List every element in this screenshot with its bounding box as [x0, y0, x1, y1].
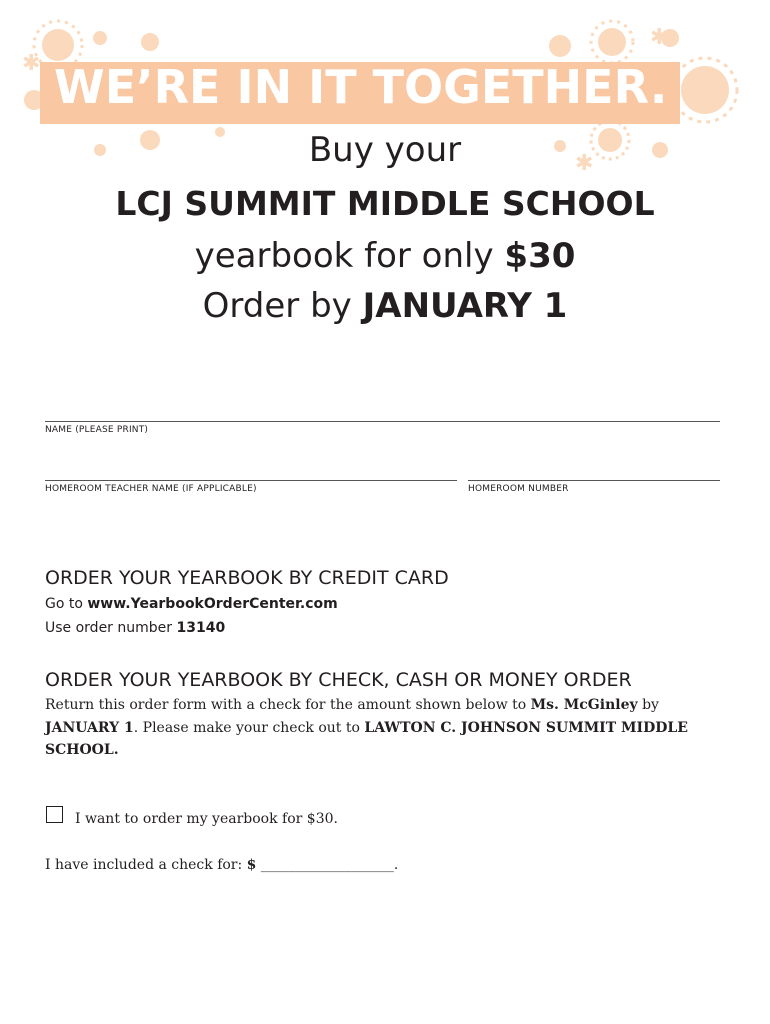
- instructions-text: by: [637, 697, 659, 713]
- order-url-link[interactable]: www.YearbookOrderCenter.com: [87, 596, 338, 612]
- burst-icon: [681, 66, 729, 114]
- deadline-prefix: Order by: [202, 286, 363, 326]
- contact-name: Ms. McGinley: [530, 697, 638, 713]
- check-deadline: JANUARY 1: [45, 719, 134, 736]
- svg-text:✱: ✱: [22, 51, 41, 76]
- check-amount-prefix: I have included a check for:: [45, 857, 247, 873]
- order-number-line: [45, 620, 225, 636]
- name-field-line[interactable]: [45, 421, 720, 422]
- headline-buy-your: Buy your: [308, 130, 462, 170]
- go-to-prefix: Go to: [45, 596, 88, 612]
- burst-icon: [549, 35, 571, 57]
- deadline: JANUARY 1: [362, 286, 568, 326]
- price-prefix: yearbook for only: [194, 236, 505, 276]
- instructions-text: Return this order form with a check for the amount shown below to: [45, 697, 531, 713]
- check-amount-blank[interactable]: ___________________.: [256, 857, 399, 873]
- credit-url-line: [45, 596, 338, 612]
- check-amount-line: [45, 857, 398, 873]
- teacher-field-label: HOMEROOM TEACHER NAME (IF APPLICABLE): [45, 484, 257, 494]
- burst-icon: [42, 29, 74, 61]
- price: $30: [504, 236, 576, 276]
- homeroom-field-label: HOMEROOM NUMBER: [468, 484, 569, 494]
- slogan-text: WE’RE IN IT TOGETHER.: [54, 60, 668, 114]
- school-name: LCJ SUMMIT MIDDLE SCHOOL: [115, 184, 655, 223]
- name-field-label: NAME (PLEASE PRINT): [45, 425, 149, 435]
- order-checkbox[interactable]: [46, 806, 63, 823]
- svg-text:✱: ✱: [650, 25, 669, 50]
- order-number: 13140: [176, 620, 226, 636]
- payee-name: LAWTON C. JOHNSON SUMMIT MIDDLE SCHOOL.: [45, 719, 688, 758]
- currency-symbol: $: [246, 857, 257, 873]
- teacher-field-line[interactable]: [45, 480, 457, 481]
- check-instructions: [45, 694, 735, 762]
- headline-price-line: [0, 236, 770, 276]
- burst-icon: [93, 31, 107, 45]
- burst-icon: [598, 28, 626, 56]
- headline-deadline-line: [0, 286, 770, 326]
- svg-text:✱: ✱: [575, 151, 594, 176]
- burst-icon: [141, 33, 159, 51]
- credit-card-heading: ORDER YOUR YEARBOOK BY CREDIT CARD: [45, 567, 449, 589]
- order-checkbox-label: I want to order my yearbook for $30.: [75, 811, 338, 827]
- order-number-prefix: Use order number: [45, 620, 177, 636]
- check-heading: ORDER YOUR YEARBOOK BY CHECK, CASH OR MONEY ORDER: [45, 669, 632, 691]
- instructions-text: . Please make your check out to: [133, 719, 365, 736]
- homeroom-field-line[interactable]: [468, 480, 720, 481]
